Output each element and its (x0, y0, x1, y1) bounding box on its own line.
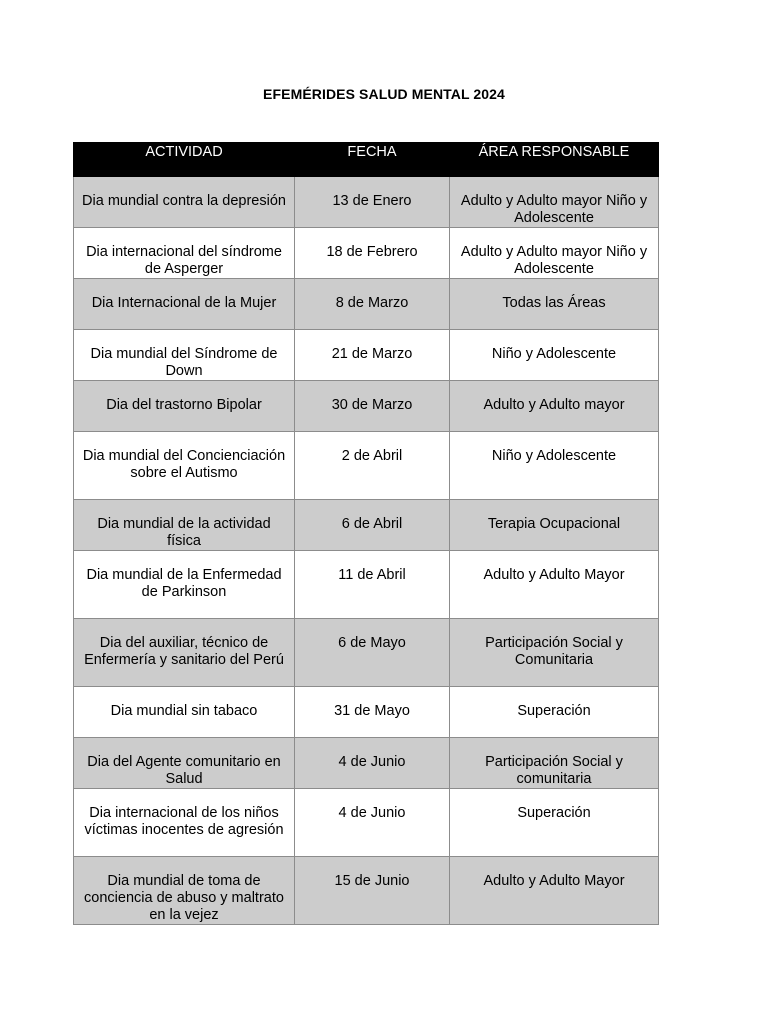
table-row (74, 177, 659, 228)
table-row (74, 789, 659, 857)
cell-actividad: Dia internacional del síndrome de Asperger (74, 228, 295, 279)
table-row (74, 228, 659, 279)
page-title: EFEMÉRIDES SALUD MENTAL 2024 (263, 86, 505, 102)
cell-actividad: Dia del Agente comunitario en Salud (74, 738, 295, 789)
cell-actividad: Dia internacional de los niños víctimas inocentes de agresión (74, 789, 295, 857)
table-row (74, 738, 659, 789)
column-header-fecha: FECHA (295, 143, 450, 177)
table-row (74, 279, 659, 330)
cell-fecha: 18 de Febrero (295, 228, 450, 279)
cell-area: Superación (450, 789, 659, 857)
cell-area: Participación Social y comunitaria (450, 738, 659, 789)
column-header-actividad: ACTIVIDAD (74, 143, 295, 177)
cell-fecha: 8 de Marzo (295, 279, 450, 330)
cell-area: Adulto y Adulto Mayor (450, 551, 659, 619)
cell-fecha: 2 de Abril (295, 432, 450, 500)
cell-area: Adulto y Adulto mayor Niño y Adolescente (450, 177, 659, 228)
cell-area: Adulto y Adulto mayor Niño y Adolescente (450, 228, 659, 279)
cell-fecha: 13 de Enero (295, 177, 450, 228)
table-row (74, 857, 659, 925)
cell-fecha: 15 de Junio (295, 857, 450, 925)
cell-fecha: 11 de Abril (295, 551, 450, 619)
cell-area: Niño y Adolescente (450, 330, 659, 381)
cell-actividad: Dia mundial del Concienciación sobre el Autismo (74, 432, 295, 500)
table-header-row (74, 143, 659, 177)
cell-fecha: 6 de Mayo (295, 619, 450, 687)
cell-actividad: Dia mundial del Síndrome de Down (74, 330, 295, 381)
cell-actividad: Dia mundial contra la depresión (74, 177, 295, 228)
cell-actividad: Dia del trastorno Bipolar (74, 381, 295, 432)
cell-actividad: Dia mundial sin tabaco (74, 687, 295, 738)
cell-fecha: 21 de Marzo (295, 330, 450, 381)
cell-area: Todas las Áreas (450, 279, 659, 330)
cell-actividad: Dia mundial de la actividad física (74, 500, 295, 551)
table-row (74, 619, 659, 687)
cell-area: Terapia Ocupacional (450, 500, 659, 551)
table-row (74, 687, 659, 738)
cell-area: Participación Social y Comunitaria (450, 619, 659, 687)
cell-fecha: 6 de Abril (295, 500, 450, 551)
cell-area: Adulto y Adulto mayor (450, 381, 659, 432)
table-row (74, 330, 659, 381)
cell-fecha: 31 de Mayo (295, 687, 450, 738)
cell-actividad: Dia del auxiliar, técnico de Enfermería y sanitario del Perú (74, 619, 295, 687)
table-row (74, 500, 659, 551)
cell-actividad: Dia mundial de toma de conciencia de abuso y maltrato en la vejez (74, 857, 295, 925)
cell-area: Superación (450, 687, 659, 738)
column-header-area: ÁREA RESPONSABLE (450, 143, 659, 177)
cell-area: Niño y Adolescente (450, 432, 659, 500)
cell-fecha: 4 de Junio (295, 738, 450, 789)
table-row (74, 551, 659, 619)
cell-fecha: 4 de Junio (295, 789, 450, 857)
table-row (74, 432, 659, 500)
cell-area: Adulto y Adulto Mayor (450, 857, 659, 925)
cell-actividad: Dia mundial de la Enfermedad de Parkinson (74, 551, 295, 619)
efemerides-table (73, 142, 659, 925)
cell-fecha: 30 de Marzo (295, 381, 450, 432)
cell-actividad: Dia Internacional de la Mujer (74, 279, 295, 330)
table-row (74, 381, 659, 432)
